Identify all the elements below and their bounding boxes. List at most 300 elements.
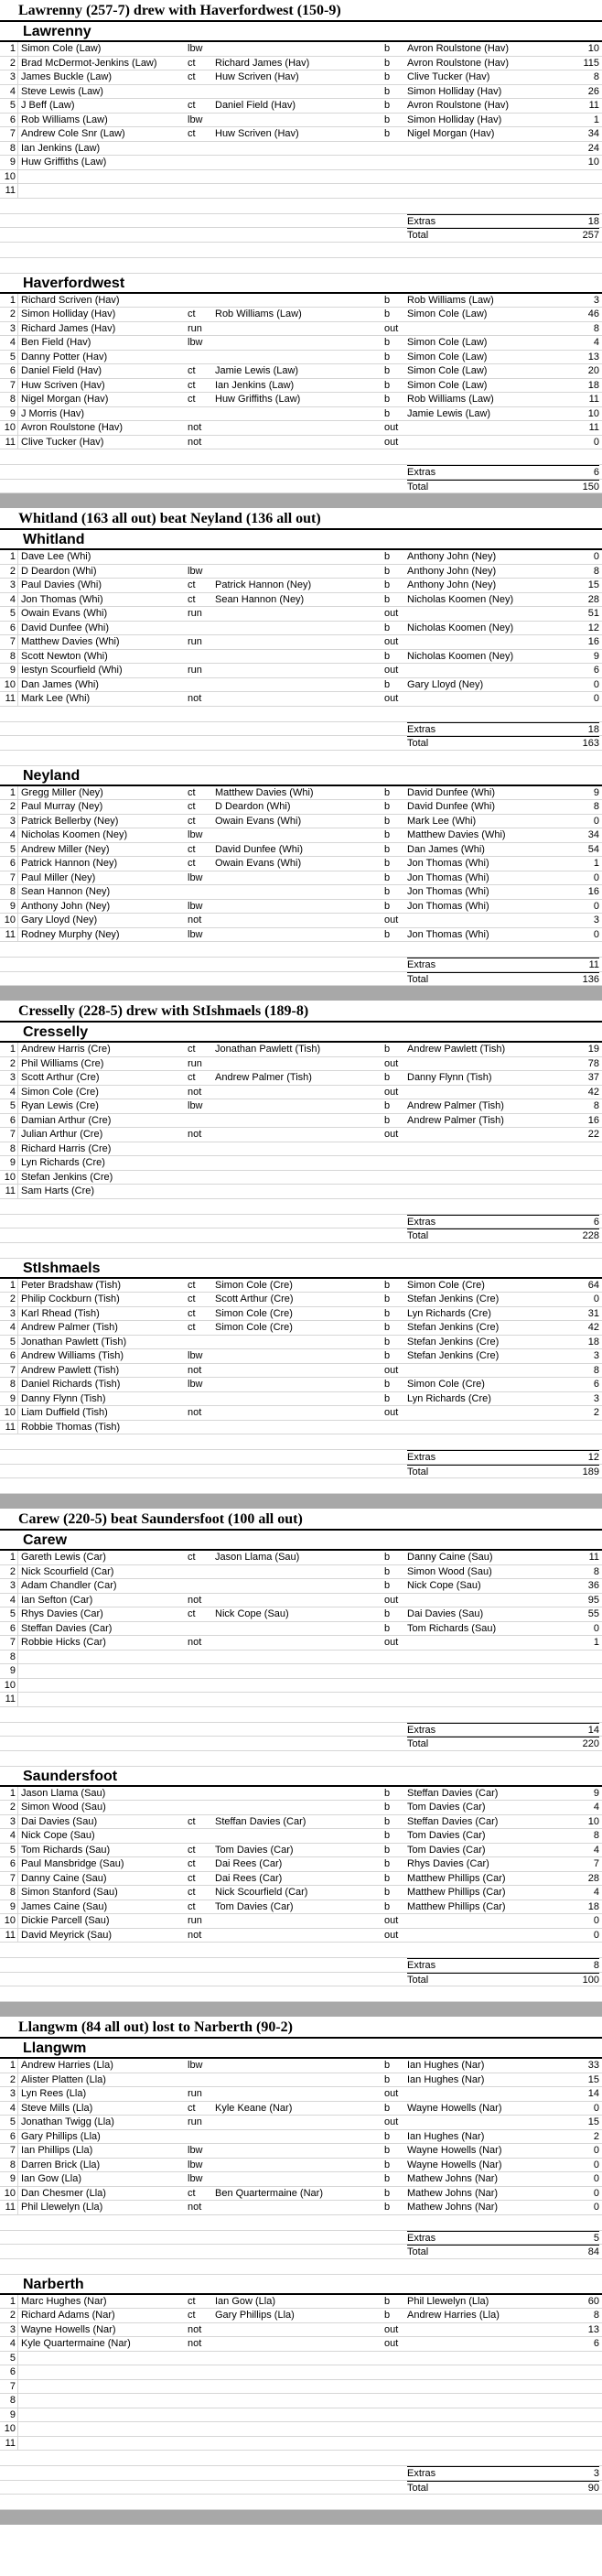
spacer-row <box>0 258 602 274</box>
bowler-name: Simon Cole (Law) <box>407 337 488 348</box>
table-row <box>0 1099 602 1114</box>
dismissal-type: ct <box>188 815 196 827</box>
batting-position: 7 <box>0 2144 18 2158</box>
bowled-marker: b <box>384 2073 391 2085</box>
table-row <box>0 1664 602 1679</box>
table-row <box>0 664 602 678</box>
batting-position: 5 <box>0 99 18 113</box>
extras-row <box>0 1723 602 1737</box>
batting-position: 11 <box>0 2201 18 2214</box>
bowler-name: Simon Cole (Cre) <box>407 1379 485 1390</box>
team-name: Saundersfoot <box>0 1767 602 1787</box>
total-row <box>0 228 602 243</box>
fielder-name: Steffan Davies (Car) <box>215 1815 306 1827</box>
runs-scored: 1 <box>593 858 599 869</box>
bowled-marker: b <box>384 829 391 840</box>
batsman-name: Daniel Richards (Tish) <box>21 1379 121 1390</box>
batsman-name: Dai Davies (Sau) <box>21 1815 98 1827</box>
bowler-name: Simon Cole (Law) <box>407 365 488 376</box>
runs-scored: 12 <box>587 622 599 633</box>
runs-scored: 26 <box>587 85 599 97</box>
batting-position: 1 <box>0 1279 18 1293</box>
match-section <box>0 2017 602 2525</box>
batsman-name: James Caine (Sau) <box>21 1900 108 1912</box>
match-title: Lawrenny (257-7) drew with Haverfordwest (150-9) <box>0 0 602 22</box>
batting-position: 9 <box>0 2172 18 2186</box>
batsman-name: Matthew Davies (Whi) <box>21 636 120 647</box>
bowled-marker: b <box>384 843 391 855</box>
bowled-marker: out <box>384 1637 399 1648</box>
bowled-marker: out <box>384 422 399 433</box>
batting-position: 9 <box>0 1664 18 1678</box>
table-row <box>0 1378 602 1392</box>
total-value: 257 <box>563 228 599 244</box>
batting-position: 8 <box>0 1142 18 1156</box>
dismissal-type: lbw <box>188 2145 203 2156</box>
batting-position: 4 <box>0 2102 18 2116</box>
batting-position: 9 <box>0 407 18 421</box>
dismissal-type: ct <box>188 1858 196 1869</box>
table-row <box>0 42 602 57</box>
batsman-name: Gareth Lewis (Car) <box>21 1552 106 1563</box>
fielder-name: Andrew Palmer (Tish) <box>215 1072 312 1083</box>
table-row <box>0 1349 602 1364</box>
runs-scored: 10 <box>587 1815 599 1827</box>
batting-position: 10 <box>0 1679 18 1693</box>
fielder-name: Jonathan Pawlett (Tish) <box>215 1044 321 1055</box>
bowler-name: Rhys Davies (Car) <box>407 1858 489 1869</box>
runs-scored: 0 <box>593 2102 599 2114</box>
fielder-name: Gary Phillips (Lla) <box>215 2310 295 2321</box>
batting-position: 1 <box>0 1787 18 1801</box>
table-row <box>0 1636 602 1651</box>
runs-scored: 8 <box>593 322 599 334</box>
batting-position: 5 <box>0 1336 18 1349</box>
total-label: Total <box>407 736 563 752</box>
bowled-marker: out <box>384 608 399 619</box>
total-value: 84 <box>563 2245 599 2260</box>
runs-scored: 4 <box>593 337 599 348</box>
bowled-marker: out <box>384 693 399 704</box>
match-separator <box>0 1494 602 1509</box>
batting-position: 5 <box>0 1607 18 1621</box>
extras-row <box>0 1958 602 1973</box>
runs-scored: 20 <box>587 365 599 376</box>
batsman-name: Avron Roulstone (Hav) <box>21 422 124 433</box>
spacer-row <box>0 1943 602 1958</box>
batting-position: 2 <box>0 57 18 70</box>
batsman-name: Clive Tucker (Hav) <box>21 436 104 448</box>
bowler-name: Simon Wood (Sau) <box>407 1565 492 1577</box>
batting-position: 3 <box>0 1307 18 1321</box>
dismissal-type: ct <box>188 1887 196 1898</box>
spacer-row <box>0 2495 602 2510</box>
fielder-name: Owain Evans (Whi) <box>215 815 302 827</box>
table-row <box>0 1057 602 1072</box>
bowler-name: David Dunfee (Whi) <box>407 786 495 798</box>
table-row <box>0 1293 602 1307</box>
batting-position: 5 <box>0 607 18 621</box>
bowler-name: Matthew Davies (Whi) <box>407 829 506 840</box>
bowled-marker: b <box>384 786 391 798</box>
batting-position: 8 <box>0 650 18 664</box>
table-row <box>0 1594 602 1608</box>
bowled-marker: b <box>384 2295 391 2307</box>
spacer-row <box>0 942 602 958</box>
table-row <box>0 565 602 579</box>
table-row <box>0 351 602 365</box>
batsman-name: Rodney Murphy (Ney) <box>21 928 120 940</box>
bowler-name: Mathew Johns (Nar) <box>407 2173 499 2184</box>
runs-scored: 60 <box>587 2295 599 2307</box>
batting-position: 3 <box>0 1579 18 1593</box>
total-value: 136 <box>563 972 599 988</box>
runs-scored: 42 <box>587 1086 599 1098</box>
batsman-name: Andrew Harris (Cre) <box>21 1044 111 1055</box>
runs-scored: 0 <box>593 1915 599 1926</box>
table-row <box>0 127 602 142</box>
batsman-name: Lyn Richards (Cre) <box>21 1157 105 1168</box>
table-row <box>0 436 602 450</box>
runs-scored: 8 <box>593 1100 599 1111</box>
bowled-marker: b <box>384 85 391 97</box>
batsman-name: Liam Duffield (Tish) <box>21 1407 108 1418</box>
batsman-name: Dan James (Whi) <box>21 678 99 690</box>
batsman-name: Dave Lee (Whi) <box>21 551 91 562</box>
bowler-name: Andrew Palmer (Tish) <box>407 1114 504 1126</box>
batting-position: 8 <box>0 1886 18 1900</box>
table-row <box>0 650 602 665</box>
total-label: Total <box>407 2245 563 2260</box>
runs-scored: 11 <box>588 422 599 433</box>
table-row <box>0 1651 602 1665</box>
fielder-name: Huw Griffiths (Law) <box>215 394 301 405</box>
table-row <box>0 2422 602 2437</box>
batting-position: 11 <box>0 1185 18 1198</box>
total-label: Total <box>407 228 563 244</box>
table-row <box>0 407 602 422</box>
fielder-name: Simon Cole (Cre) <box>215 1322 293 1333</box>
runs-scored: 42 <box>587 1322 599 1333</box>
dismissal-type: not <box>188 1086 202 1098</box>
table-row <box>0 99 602 114</box>
bowled-marker: b <box>384 2173 391 2184</box>
extras-row <box>0 722 602 737</box>
extras-value: 14 <box>563 1723 599 1738</box>
batsman-name: Paul Miller (Ney) <box>21 871 96 883</box>
match-title: Llangwm (84 all out) lost to Narberth (90-2) <box>0 2017 602 2039</box>
batting-position: 10 <box>0 1171 18 1185</box>
table-row <box>0 1801 602 1815</box>
table-row <box>0 885 602 900</box>
dismissal-type: not <box>188 1364 202 1376</box>
fielder-name: Rob Williams (Law) <box>215 308 302 319</box>
table-row <box>0 800 602 815</box>
dismissal-type: ct <box>188 128 196 139</box>
batsman-name: Daniel Field (Hav) <box>21 365 102 376</box>
table-row <box>0 2295 602 2310</box>
batting-position: 1 <box>0 2295 18 2309</box>
dismissal-type: not <box>188 1407 202 1418</box>
dismissal-type: lbw <box>188 829 203 840</box>
batting-position: 3 <box>0 1071 18 1085</box>
batting-position: 11 <box>0 692 18 706</box>
batting-position: 2 <box>0 1057 18 1071</box>
fielder-name: Ian Gow (Lla) <box>215 2295 276 2307</box>
batting-position: 3 <box>0 322 18 336</box>
dismissal-type: lbw <box>188 1350 203 1361</box>
batting-position: 9 <box>0 156 18 169</box>
fielder-name: Sean Hannon (Ney) <box>215 593 305 605</box>
team-name: Haverfordwest <box>0 274 602 294</box>
batsman-name: Brad McDermot-Jenkins (Law) <box>21 57 157 69</box>
dismissal-type: not <box>188 1129 202 1140</box>
total-row <box>0 972 602 987</box>
batsman-name: Andrew Miller (Ney) <box>21 843 110 855</box>
runs-scored: 18 <box>587 1336 599 1348</box>
runs-scored: 4 <box>593 1887 599 1898</box>
bowler-name: Mathew Johns (Nar) <box>407 2202 499 2213</box>
bowled-marker: b <box>384 593 391 605</box>
spacer-row <box>0 1199 602 1215</box>
bowled-marker: b <box>384 1887 391 1898</box>
total-value: 163 <box>563 736 599 752</box>
runs-scored: 15 <box>587 579 599 590</box>
spacer-row <box>0 1751 602 1767</box>
batting-position: 2 <box>0 2309 18 2322</box>
team-name: Narberth <box>0 2275 602 2295</box>
batsman-name: Ian Sefton (Car) <box>21 1594 93 1606</box>
fielder-name: Huw Scriven (Hav) <box>215 128 299 139</box>
batsman-name: Scott Newton (Whi) <box>21 650 108 662</box>
batsman-name: David Dunfee (Whi) <box>21 622 109 633</box>
bowled-marker: b <box>384 379 391 391</box>
dismissal-type: lbw <box>188 1100 203 1111</box>
runs-scored: 0 <box>593 436 599 448</box>
dismissal-type: not <box>188 915 202 925</box>
extras-label: Extras <box>407 1215 563 1230</box>
runs-scored: 78 <box>587 1057 599 1069</box>
batting-position: 4 <box>0 1594 18 1607</box>
batsman-name: Simon Wood (Sau) <box>21 1802 106 1813</box>
bowler-name: Avron Roulstone (Hav) <box>407 43 510 54</box>
batting-position: 9 <box>0 1900 18 1914</box>
batting-position: 10 <box>0 1914 18 1928</box>
bowled-marker: b <box>384 1608 391 1619</box>
bowler-name: Steffan Davies (Car) <box>407 1787 499 1799</box>
dismissal-type: ct <box>188 2295 196 2307</box>
runs-scored: 19 <box>587 1044 599 1055</box>
dismissal-type: not <box>188 436 202 448</box>
batting-position: 11 <box>0 436 18 449</box>
bowler-name: Jon Thomas (Whi) <box>407 900 489 912</box>
table-row <box>0 1551 602 1565</box>
bowled-marker: b <box>384 71 391 82</box>
batting-position: 6 <box>0 622 18 635</box>
bowler-name: Jon Thomas (Whi) <box>407 871 489 883</box>
extras-row <box>0 2231 602 2246</box>
bowled-marker: b <box>384 1580 391 1591</box>
batsman-name: Rhys Davies (Car) <box>21 1608 103 1619</box>
match-title: Cresselly (228-5) drew with StIshmaels (189-8) <box>0 1001 602 1023</box>
bowler-name: Simon Holliday (Hav) <box>407 114 502 125</box>
runs-scored: 24 <box>587 142 599 154</box>
team-name: Neyland <box>0 766 602 786</box>
runs-scored: 0 <box>593 928 599 940</box>
batsman-name: Peter Bradshaw (Tish) <box>21 1279 122 1291</box>
total-label: Total <box>407 2481 563 2496</box>
fielder-name: Nick Cope (Sau) <box>215 1608 289 1619</box>
runs-scored: 16 <box>587 1114 599 1126</box>
batsman-name: Karl Rhead (Tish) <box>21 1307 100 1319</box>
dismissal-type: ct <box>188 1279 196 1291</box>
extras-value: 12 <box>563 1450 599 1466</box>
batting-position: 8 <box>0 1651 18 1664</box>
table-row <box>0 871 602 886</box>
bowled-marker: out <box>384 1407 399 1418</box>
spacer-row <box>0 2215 602 2231</box>
bowler-name: Danny Caine (Sau) <box>407 1552 493 1563</box>
spacer-row <box>0 449 602 465</box>
dismissal-type: lbw <box>188 2173 203 2184</box>
bowler-name: Nicholas Koomen (Ney) <box>407 593 514 605</box>
table-row <box>0 786 602 801</box>
runs-scored: 28 <box>587 593 599 605</box>
table-row <box>0 2380 602 2395</box>
spacer-row <box>0 2259 602 2275</box>
runs-scored: 46 <box>587 308 599 319</box>
bowler-name: Matthew Phillips (Car) <box>407 1887 506 1898</box>
table-row <box>0 1128 602 1142</box>
table-row <box>0 1071 602 1086</box>
bowled-marker: b <box>384 871 391 883</box>
bowler-name: Stefan Jenkins (Cre) <box>407 1322 500 1333</box>
extras-label: Extras <box>407 722 563 738</box>
batting-position: 6 <box>0 1349 18 1363</box>
batting-position: 2 <box>0 1293 18 1306</box>
fielder-name: Daniel Field (Hav) <box>215 100 296 111</box>
batting-position: 9 <box>0 2408 18 2422</box>
spacer-row <box>0 199 602 214</box>
table-row <box>0 1900 602 1915</box>
extras-row <box>0 465 602 480</box>
spacer-row <box>0 1434 602 1450</box>
table-row <box>0 1579 602 1594</box>
extras-row <box>0 958 602 972</box>
fielder-name: Dai Rees (Car) <box>215 1858 283 1869</box>
runs-scored: 8 <box>593 801 599 812</box>
batting-position: 9 <box>0 1392 18 1406</box>
innings-block <box>0 1767 602 2003</box>
runs-scored: 10 <box>587 43 599 54</box>
table-row <box>0 1815 602 1830</box>
runs-scored: 8 <box>593 1565 599 1577</box>
batting-position: 6 <box>0 1857 18 1871</box>
table-row <box>0 336 602 351</box>
runs-scored: 0 <box>593 551 599 562</box>
dismissal-type: ct <box>188 379 196 391</box>
total-value: 90 <box>563 2481 599 2496</box>
table-row <box>0 322 602 337</box>
fielder-name: Dai Rees (Car) <box>215 1872 283 1884</box>
total-label: Total <box>407 1465 563 1480</box>
batting-position: 5 <box>0 2352 18 2365</box>
batsman-name: J Morris (Hav) <box>21 407 85 419</box>
batting-position: 3 <box>0 2087 18 2101</box>
table-row <box>0 1279 602 1293</box>
fielder-name: Kyle Keane (Nar) <box>215 2102 293 2114</box>
batting-position: 5 <box>0 1099 18 1113</box>
dismissal-type: run <box>188 665 202 676</box>
batting-position: 9 <box>0 900 18 914</box>
batsman-name: Lyn Rees (Lla) <box>21 2088 87 2099</box>
batsman-name: Richard James (Hav) <box>21 322 116 334</box>
batting-position: 7 <box>0 1128 18 1142</box>
match-separator <box>0 2002 602 2017</box>
bowler-name: Anthony John (Ney) <box>407 579 497 590</box>
bowled-marker: b <box>384 1336 391 1348</box>
bowler-name: Anthony John (Ney) <box>407 565 497 577</box>
dismissal-type: ct <box>188 1044 196 1055</box>
table-row <box>0 308 602 322</box>
bowled-marker: b <box>384 858 391 869</box>
total-row <box>0 1737 602 1751</box>
bowled-marker: b <box>384 1802 391 1813</box>
bowled-marker: b <box>384 886 391 897</box>
total-value: 150 <box>563 480 599 495</box>
batting-position: 2 <box>0 1801 18 1814</box>
runs-scored: 15 <box>587 2116 599 2127</box>
batsman-name: Nicholas Koomen (Ney) <box>21 829 128 840</box>
bowler-name: David Dunfee (Whi) <box>407 801 495 812</box>
team-name: Carew <box>0 1531 602 1551</box>
batting-position: 9 <box>0 664 18 677</box>
total-label: Total <box>407 1737 563 1752</box>
batting-position: 8 <box>0 2394 18 2408</box>
runs-scored: 10 <box>587 157 599 168</box>
runs-scored: 7 <box>593 1858 599 1869</box>
batsman-name: Philip Cockburn (Tish) <box>21 1293 120 1304</box>
batting-position: 7 <box>0 2380 18 2394</box>
batsman-name: Iestyn Scourfield (Whi) <box>21 665 123 676</box>
bowled-marker: b <box>384 551 391 562</box>
table-row <box>0 1406 602 1421</box>
spacer-row <box>0 707 602 722</box>
extras-label: Extras <box>407 2231 563 2246</box>
batsman-name: Phil Llewelyn (Lla) <box>21 2202 103 2213</box>
fielder-name: Nick Scourfield (Car) <box>215 1887 308 1898</box>
spacer-row <box>0 1707 602 1723</box>
runs-scored: 13 <box>587 2323 599 2335</box>
batsman-name: James Buckle (Law) <box>21 71 113 82</box>
batsman-name: Ian Phillips (Lla) <box>21 2145 93 2156</box>
table-row <box>0 57 602 71</box>
team-name: Lawrenny <box>0 22 602 42</box>
batting-position: 4 <box>0 593 18 607</box>
dismissal-type: lbw <box>188 900 203 912</box>
batting-position: 7 <box>0 379 18 393</box>
table-row <box>0 928 602 943</box>
bowled-marker: b <box>384 678 391 690</box>
bowled-marker: b <box>384 294 391 306</box>
bowler-name: Dai Davies (Sau) <box>407 1608 484 1619</box>
runs-scored: 8 <box>593 71 599 82</box>
runs-scored: 3 <box>593 1392 599 1404</box>
bowler-name: Stefan Jenkins (Cre) <box>407 1293 500 1304</box>
table-row <box>0 379 602 394</box>
extras-label: Extras <box>407 1958 563 1974</box>
spacer-row <box>0 2451 602 2466</box>
